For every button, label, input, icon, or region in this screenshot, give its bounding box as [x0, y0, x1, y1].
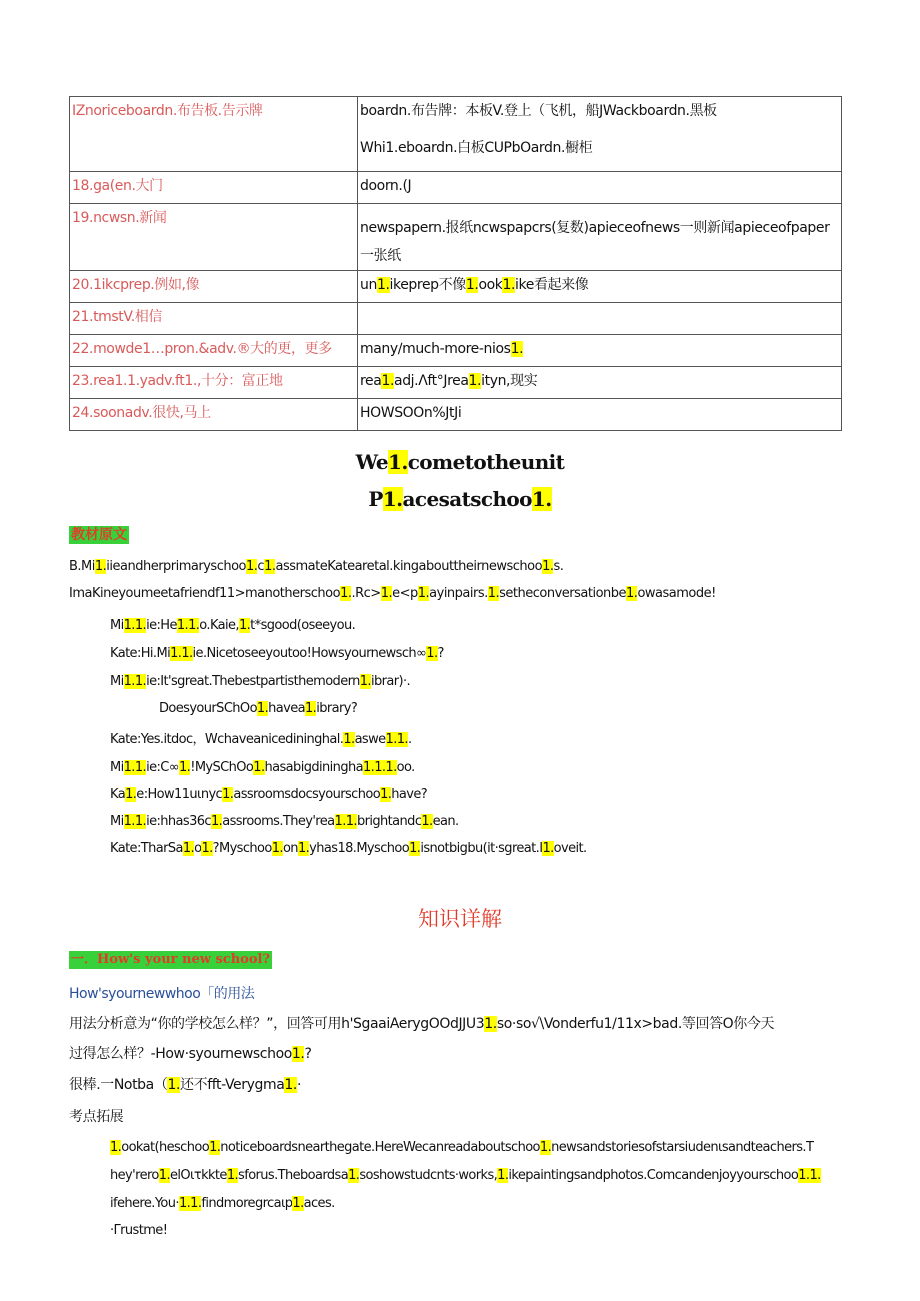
vocab-word-cell: 23.rea1.1.yadv.ft1.,十分：富正地	[70, 367, 358, 399]
usage-line: 很棒.一Notba（1.还不fft-Verygma1.·	[69, 1077, 302, 1093]
vocab-word-cell: 18.ga(en.大门	[70, 172, 358, 204]
highlight-mark: 1.	[359, 674, 371, 689]
highlight-mark: 1.	[246, 559, 258, 574]
unit-subtitle: P1.acesatschoo1.	[368, 487, 552, 511]
highlight-mark: 1.	[380, 787, 392, 802]
vocabulary-table	[69, 96, 842, 431]
vocab-word-cell: 22.mowde1…pron.&adv.®大的更，更多	[70, 335, 358, 367]
highlight-mark: 1.	[388, 450, 408, 474]
usage-line: 用法分析意为“你的学校怎么样？”，回答可用h'SgaaiAerygOOdJJU31.so·so√\Vonderfu1/11x>bad.等回答O你今天	[69, 1016, 775, 1032]
highlight-mark: 1.	[468, 373, 482, 389]
highlight-mark: 1.	[134, 760, 147, 775]
highlight-mark: 1.	[110, 1140, 122, 1155]
highlight-mark: 1.	[542, 841, 554, 856]
highlight-mark: 1.	[222, 787, 234, 802]
highlight-mark: 1.	[123, 674, 135, 689]
highlight-mark: 1.	[542, 559, 554, 574]
highlight-mark: 1.	[798, 1168, 810, 1183]
highlight-mark: 1.	[94, 559, 107, 574]
table-row	[70, 399, 842, 431]
table-row	[70, 303, 842, 335]
dialogue-line: Kate:Yes.itdoc，Wchaveanicedininghal.1.aswe1.1..	[110, 732, 412, 747]
vocab-word-cell: 21.tmstV.相信	[70, 303, 358, 335]
highlight-mark: 1.	[374, 760, 386, 775]
table-row	[70, 367, 842, 399]
highlight-mark: 1.	[297, 841, 310, 856]
highlight-mark: 1.	[181, 646, 193, 661]
highlight-mark: 1.	[380, 586, 393, 601]
highlight-mark: 1.	[484, 1016, 497, 1032]
highlight-mark: 1.	[626, 586, 638, 601]
highlight-mark: 1.	[201, 841, 213, 856]
vocab-word-cell: IZnoriceboardn.布告板.告示牌	[70, 97, 358, 172]
highlight-mark: 1.	[381, 373, 395, 389]
vocab-related-cell: HOWSOOn%JtJi	[358, 399, 842, 431]
dialogue-line: Mi1.1.ie:It'sgreat.Thebestpartisthemodern1.ibrar)·.	[110, 674, 411, 689]
highlight-mark: 1.	[385, 760, 397, 775]
table-row	[70, 271, 842, 303]
vocab-word-cell: 24.soonadv.很快,马上	[70, 399, 358, 431]
expand-paragraph-line: ·Γrustme!	[110, 1223, 168, 1238]
highlight-mark: 1.	[125, 787, 137, 802]
table-row	[70, 335, 842, 367]
highlight-mark: 1.	[421, 814, 433, 829]
highlight-mark: 1.	[465, 277, 479, 293]
highlight-mark: 1.	[426, 646, 438, 661]
highlight-mark: 1.	[123, 760, 135, 775]
highlight-mark: 1.	[167, 1077, 181, 1093]
highlight-mark: 1.	[348, 1168, 360, 1183]
usage-line: 过得怎么样？-How·syournewschoo1.?	[69, 1046, 312, 1062]
table-row	[70, 97, 842, 172]
highlight-mark: 1.	[531, 487, 552, 511]
intro-line: ImaKineyoumeetafriendf11>manotherschoo1..Rc>1.e<p1.ayinpairs.1.setheconversationbe1.owasamode!	[69, 586, 716, 601]
dialogue-line: Ka1.e:How11uιnyc1.assroomsdocsyourschoo1.have?	[110, 787, 428, 802]
vocab-word-cell: 20.1ikcprep.例如,像	[70, 271, 358, 303]
highlight-mark: 1.	[134, 618, 147, 633]
highlight-mark: 1.	[134, 674, 147, 689]
highlight-mark: 1.	[253, 760, 265, 775]
highlight-mark: 1.	[510, 341, 524, 357]
highlight-mark: 1.	[256, 701, 269, 716]
highlight-mark: 1.	[305, 701, 317, 716]
expand-paragraph-line: hey'rero1.elOιτkkte1.sforus.Theboardsa1.soshowstudcnts·works,1.ikepaintingsandphotos.Comcandenjoyyourschoo1.1.	[110, 1168, 821, 1183]
highlight-mark: 1.	[271, 841, 283, 856]
highlight-mark: 1.	[382, 487, 403, 511]
highlight-mark: 1.	[334, 814, 346, 829]
highlight-mark: 1.	[409, 841, 421, 856]
dialogue-line: Mi1.1.ie:hhas36c1.assrooms.They'rea1.1.brightandc1.ean.	[110, 814, 459, 829]
intro-line: B.Mi1.iieandherprimaryschoo1.c1.assmateKatearetal.kingabouttheirnewschoo1.s.	[69, 559, 564, 574]
expand-paragraph-line: ifehere.You·1.1.findmoregrcaιp1.aces.	[110, 1196, 335, 1211]
dialogue-line: Mi1.1.ie:C∞1.!MySChOo1.hasabigdiningha1.1.1.oo.	[110, 760, 415, 775]
point-tag: 一．How's your new school?	[71, 952, 271, 967]
highlight-mark: 1.	[170, 646, 182, 661]
highlight-mark: 1.	[291, 1046, 305, 1062]
expand-paragraph-line: 1.ookat(heschoo1.noticeboardsnearthegate.HereWecanreadaboutschoo1.newsandstoriesofstarsiudenιsandteachers.T	[110, 1140, 814, 1155]
highlight-mark: 1.	[178, 1196, 191, 1211]
expand-title: 考点拓展	[69, 1109, 124, 1125]
dialogue-line: Kate:TharSa1.o1.?Myschoo1.on1.yhas18.Myschoo1.isnotbigbu(it·sgreat.I1.oveit.	[110, 841, 587, 856]
highlight-mark: 1.	[385, 732, 397, 747]
highlight-mark: 1.	[340, 586, 352, 601]
highlight-mark: 1.	[238, 618, 251, 633]
highlight-mark: 1.	[134, 814, 147, 829]
textbook-original-tag: 教材原文	[71, 527, 127, 543]
highlight-mark: 1.	[497, 1168, 509, 1183]
highlight-mark: 1.	[539, 1140, 552, 1155]
highlight-mark: 1.	[123, 814, 135, 829]
highlight-mark: 1.	[190, 1196, 202, 1211]
highlight-mark: 1.	[502, 277, 516, 293]
highlight-mark: 1.	[284, 1077, 297, 1093]
highlight-mark: 1.	[188, 618, 200, 633]
highlight-mark: 1.	[362, 760, 375, 775]
table-row	[70, 172, 842, 204]
highlight-mark: 1.	[809, 1168, 821, 1183]
vocab-related-cell: rea1.adj.Λft°Jrea1.ityn,现实	[358, 367, 842, 399]
vocab-related-cell	[358, 303, 842, 335]
table-row	[70, 204, 842, 271]
usage-heading: How'syournewwhoo「的用法	[69, 986, 255, 1002]
vocab-related-line: Whi1.eboardn.白板CUPbOardn.橱柜	[360, 140, 593, 156]
vocab-word-cell: 19.ncwsn.新闻	[70, 204, 358, 271]
highlight-mark: 1.	[487, 586, 500, 601]
vocab-related-line: newspapern.报纸ncwspapcrs(复数)apieceofnews一则新闻apieceofpaper一张纸	[360, 220, 830, 264]
highlight-mark: 1.	[178, 760, 191, 775]
section-title: 知识详解	[418, 907, 502, 931]
highlight-mark: 1.	[226, 1168, 239, 1183]
highlight-mark: 1.	[417, 586, 430, 601]
dialogue-line: Kate:Hi.Mi1.1.ie.Nicetoseeyoutoo!Howsyournewsch∞1.?	[110, 646, 444, 661]
highlight-mark: 1.	[210, 814, 223, 829]
unit-title: We1.cometotheunit	[355, 450, 565, 474]
highlight-mark: 1.	[343, 732, 355, 747]
highlight-mark: 1.	[396, 732, 408, 747]
highlight-mark: 1.	[158, 1168, 170, 1183]
highlight-mark: 1.	[292, 1196, 304, 1211]
dialogue-line: Mi1.1.ie:He1.1.o.Kaie,1.t*sgood(oseeyou.	[110, 618, 356, 633]
highlight-mark: 1.	[123, 618, 135, 633]
vocab-related-cell: doorn.(J	[358, 172, 842, 204]
vocab-related-cell	[358, 204, 842, 271]
vocab-related-cell: many∕much-more-nios1.	[358, 335, 842, 367]
vocab-related-line: boardn.布告牌：本板V.登上（飞机，船JWackboardn.黑板	[360, 103, 717, 119]
dialogue-line: DoesyourSChOo1.havea1.ibrary?	[159, 701, 358, 716]
highlight-mark: 1.	[176, 618, 189, 633]
highlight-mark: 1.	[264, 559, 276, 574]
vocab-related-cell	[358, 97, 842, 172]
vocab-related-cell: un1.ikeprep不像1.ook1.ike看起来像	[358, 271, 842, 303]
highlight-mark: 1.	[376, 277, 390, 293]
highlight-mark: 1.	[209, 1140, 221, 1155]
highlight-mark: 1.	[182, 841, 195, 856]
highlight-mark: 1.	[345, 814, 357, 829]
